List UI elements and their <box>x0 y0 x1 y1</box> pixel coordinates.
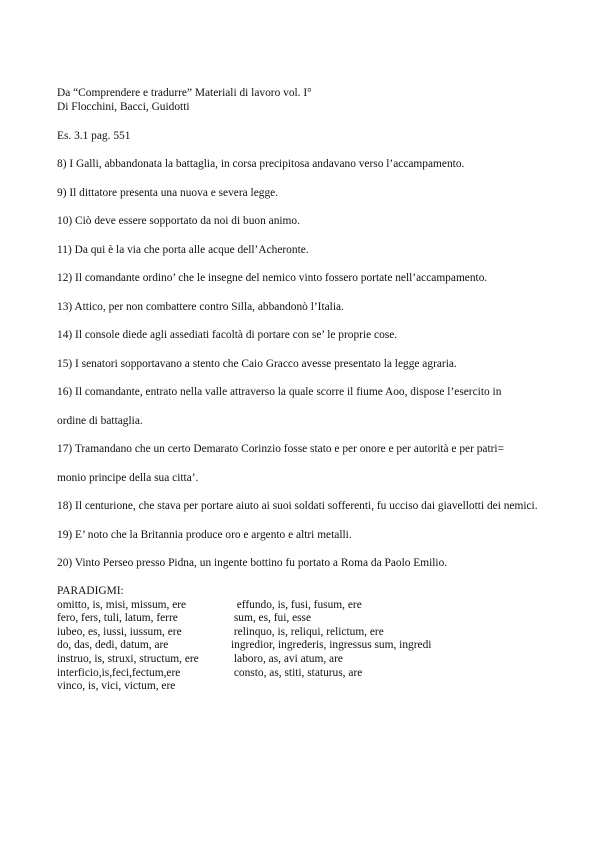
sentence-16-line-1: 16) Il comandante, entrato nella valle attraverso la quale scorre il fiume Aoo, dispose l’esercito in <box>57 386 502 398</box>
paradigm-row <box>57 680 541 694</box>
sentence-18: 18) Il centurione, che stava per portare aiuto ai suoi soldati sofferenti, fu ucciso dai giavellotti dei nemici. <box>57 500 538 512</box>
paradigm-row <box>57 667 541 681</box>
sentence-16-line-2: ordine di battaglia. <box>57 414 143 427</box>
paradigms-heading: PARADIGMI: <box>57 585 124 597</box>
paradigm-row <box>57 612 541 626</box>
document-page <box>57 86 541 694</box>
paradigms-section <box>57 585 541 694</box>
sentence-14: 14) Il console diede agli assediati facoltà di portare con se’ le proprie cose. <box>57 329 398 341</box>
paradigm-left: instruo, is, struxi, structum, ere <box>57 652 199 665</box>
sentence-13: 13) Attico, per non combattere contro Silla, abbandonò l’Italia. <box>57 300 344 313</box>
paradigm-row <box>57 653 541 667</box>
sentence-8: 8) I Galli, abbandonata la battaglia, in corsa precipitosa andavano verso l’accampamento. <box>57 158 465 170</box>
authors-line: Di Flocchini, Bacci, Guidotti <box>57 101 190 113</box>
sentence-17-line-2: monio principe della sua citta’. <box>57 471 199 484</box>
sentence-9: 9) Il dittatore presenta una nuova e severa legge. <box>57 186 279 199</box>
sentence-11: 11) Da qui è la via che porta alle acque dell’Acheronte. <box>57 243 309 256</box>
paradigm-left: fero, fers, tuli, latum, ferre <box>57 612 178 625</box>
paradigms-list <box>57 599 541 694</box>
source-line: Da “Comprendere e tradurre” Materiali di lavoro vol. I° <box>57 87 312 99</box>
paradigm-left: do, das, dedi, datum, are <box>57 639 169 652</box>
paradigm-right: ingredior, ingrederis, ingressus sum, ingredi <box>231 639 432 652</box>
paradigm-right <box>231 680 541 694</box>
sentence-19: 19) E’ noto che la Britannia produce oro e argento e altri metalli. <box>57 528 352 541</box>
sentence-12: 12) Il comandante ordino’ che le insegne del nemico vinto fossero portate nell’accampamento. <box>57 272 488 284</box>
paradigm-right: sum, es, fui, esse <box>231 612 312 625</box>
paradigm-left: omitto, is, misi, missum, ere <box>57 598 187 611</box>
paradigm-right: consto, as, stiti, staturus, are <box>231 666 363 679</box>
paradigm-row <box>57 639 541 653</box>
sentence-15: 15) I senatori sopportavano a stento che Caio Gracco avesse presentato la legge agraria. <box>57 357 457 370</box>
paradigm-right: effundo, is, fusi, fusum, ere <box>231 598 362 611</box>
paradigm-left: interficio,is,feci,fectum,ere <box>57 666 181 679</box>
exercise-reference: Es. 3.1 pag. 551 <box>57 129 131 142</box>
paradigm-right: laboro, as, avi atum, are <box>231 652 343 665</box>
paradigm-right: relinquo, is, reliqui, relictum, ere <box>231 625 384 638</box>
sentence-10: 10) Ciò deve essere sopportato da noi di buon animo. <box>57 215 300 227</box>
sentence-20: 20) Vinto Perseo presso Pidna, un ingente bottino fu portato a Roma da Paolo Emilio. <box>57 557 448 569</box>
paradigm-left: vinco, is, vici, victum, ere <box>57 680 176 693</box>
paradigm-row <box>57 626 541 640</box>
paradigm-row <box>57 599 541 613</box>
sentence-17-line-1: 17) Tramandano che un certo Demarato Corinzio fosse stato e per onore e per autorità e per patri= <box>57 443 505 455</box>
paradigm-left: iubeo, es, iussi, iussum, ere <box>57 625 182 638</box>
